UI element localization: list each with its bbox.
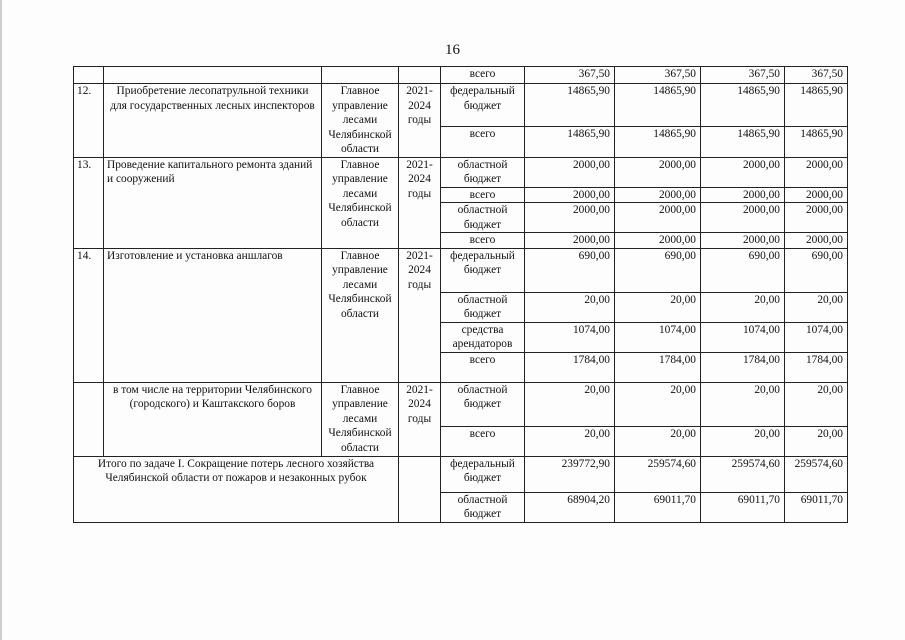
cell-value: 2000,00	[615, 233, 701, 249]
cell-executor	[322, 67, 399, 84]
cell-source: средства арендаторов	[441, 322, 525, 352]
cell-value: 239772,90	[525, 456, 615, 492]
cell-value: 1074,00	[785, 322, 848, 352]
cell-value: 14865,90	[525, 84, 615, 127]
cell-name: в том числе на территории Челябинского (городского) и Каштакского боров	[104, 382, 322, 456]
cell-source: федеральный бюджет	[441, 248, 525, 292]
cell-value: 69011,70	[785, 492, 848, 522]
cell-value: 69011,70	[701, 492, 785, 522]
cell-num	[74, 67, 104, 84]
cell-value: 14865,90	[525, 127, 615, 157]
cell-value: 2000,00	[785, 187, 848, 203]
cell-source: областной бюджет	[441, 203, 525, 233]
cell-source: всего	[441, 352, 525, 382]
cell-value: 2000,00	[615, 157, 701, 187]
cell-value: 367,50	[615, 67, 701, 84]
cell-num	[74, 382, 104, 456]
table-row	[74, 248, 848, 292]
cell-value: 2000,00	[701, 157, 785, 187]
cell-executor: Главное управление лесами Челябинской области	[322, 248, 399, 382]
cell-executor: Главное управление лесами Челябинской области	[322, 157, 399, 248]
cell-value: 20,00	[615, 292, 701, 322]
cell-num: 12.	[74, 84, 104, 158]
cell-source: федеральный бюджет	[441, 456, 525, 492]
cell-period	[399, 67, 441, 84]
cell-value: 1074,00	[525, 322, 615, 352]
cell-value: 2000,00	[701, 233, 785, 249]
table-row	[74, 456, 848, 492]
cell-period	[399, 456, 441, 522]
cell-source: всего	[441, 67, 525, 84]
cell-value: 20,00	[525, 292, 615, 322]
table-row	[74, 84, 848, 127]
cell-period: 2021-2024 годы	[399, 84, 441, 158]
cell-value: 690,00	[701, 248, 785, 292]
cell-value: 1784,00	[525, 352, 615, 382]
cell-num: 13.	[74, 157, 104, 248]
cell-executor: Главное управление лесами Челябинской области	[322, 84, 399, 158]
cell-value: 2000,00	[701, 187, 785, 203]
cell-value: 259574,60	[701, 456, 785, 492]
cell-value: 2000,00	[525, 187, 615, 203]
cell-value: 1074,00	[701, 322, 785, 352]
cell-value: 1784,00	[701, 352, 785, 382]
cell-source: всего	[441, 187, 525, 203]
cell-source: федеральный бюджет	[441, 84, 525, 127]
cell-value: 14865,90	[615, 127, 701, 157]
page-number: 16	[445, 42, 460, 58]
cell-value: 20,00	[785, 292, 848, 322]
cell-value: 20,00	[615, 426, 701, 456]
cell-source: областной бюджет	[441, 292, 525, 322]
cell-period: 2021-2024 годы	[399, 382, 441, 456]
cell-value: 367,50	[701, 67, 785, 84]
cell-value: 68904,20	[525, 492, 615, 522]
cell-value: 367,50	[785, 67, 848, 84]
cell-source: областной бюджет	[441, 382, 525, 426]
cell-total-label: Итого по задаче I. Сокращение потерь лесного хозяйства Челябинской области от пожаров и незаконных рубок	[74, 456, 399, 522]
program-table	[73, 66, 848, 523]
cell-value: 690,00	[525, 248, 615, 292]
cell-name: Приобретение лесопатрульной техники для государственных лесных инспекторов	[104, 84, 322, 158]
cell-value: 2000,00	[615, 203, 701, 233]
cell-value: 20,00	[701, 426, 785, 456]
cell-value: 259574,60	[615, 456, 701, 492]
cell-value: 14865,90	[701, 127, 785, 157]
cell-value: 2000,00	[785, 157, 848, 187]
cell-value: 14865,90	[785, 127, 848, 157]
cell-name: Проведение капитального ремонта зданий и сооружений	[104, 157, 322, 248]
cell-value: 20,00	[615, 382, 701, 426]
cell-source: областной бюджет	[441, 157, 525, 187]
cell-name: Изготовление и установка аншлагов	[104, 248, 322, 382]
cell-name	[104, 67, 322, 84]
cell-value: 20,00	[785, 426, 848, 456]
cell-value: 1784,00	[785, 352, 848, 382]
cell-value: 2000,00	[785, 203, 848, 233]
cell-source: всего	[441, 426, 525, 456]
cell-value: 20,00	[701, 382, 785, 426]
cell-value: 2000,00	[525, 233, 615, 249]
cell-value: 2000,00	[785, 233, 848, 249]
cell-value: 2000,00	[615, 187, 701, 203]
cell-value: 14865,90	[701, 84, 785, 127]
cell-value: 2000,00	[525, 203, 615, 233]
cell-value: 20,00	[785, 382, 848, 426]
table-row	[74, 67, 848, 84]
cell-value: 1784,00	[615, 352, 701, 382]
cell-period: 2021-2024 годы	[399, 157, 441, 248]
cell-period: 2021-2024 годы	[399, 248, 441, 382]
cell-value: 259574,60	[785, 456, 848, 492]
cell-value: 1074,00	[615, 322, 701, 352]
cell-value: 2000,00	[701, 203, 785, 233]
table-row	[74, 382, 848, 426]
cell-value: 2000,00	[525, 157, 615, 187]
table-row	[74, 157, 848, 187]
cell-source: всего	[441, 233, 525, 249]
cell-value: 20,00	[525, 426, 615, 456]
cell-value: 69011,70	[615, 492, 701, 522]
cell-num: 14.	[74, 248, 104, 382]
cell-executor: Главное управление лесами Челябинской области	[322, 382, 399, 456]
cell-source: областной бюджет	[441, 492, 525, 522]
scan-edge	[0, 0, 2, 640]
cell-source: всего	[441, 127, 525, 157]
cell-value: 20,00	[525, 382, 615, 426]
cell-value: 690,00	[615, 248, 701, 292]
cell-value: 14865,90	[615, 84, 701, 127]
cell-value: 367,50	[525, 67, 615, 84]
cell-value: 14865,90	[785, 84, 848, 127]
cell-value: 20,00	[701, 292, 785, 322]
cell-value: 690,00	[785, 248, 848, 292]
